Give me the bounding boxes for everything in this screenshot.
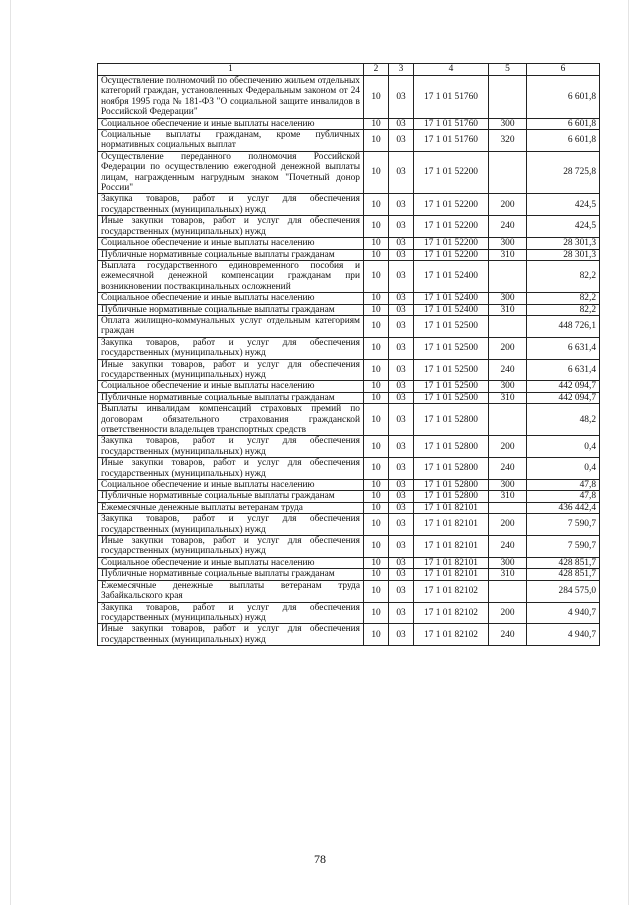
table-row: [98, 569, 600, 580]
row-amount: 4 940,7: [527, 602, 600, 624]
row-amount: 47,8: [527, 491, 600, 502]
row-target-code: 17 1 01 52200: [414, 151, 489, 194]
row-name: Закупка товаров, работ и услуг для обеспечения государственных (муниципальных) нужд: [98, 337, 364, 359]
table-row: [98, 194, 600, 216]
row-section: 10: [364, 249, 389, 260]
row-section: 10: [364, 118, 389, 129]
row-subsection: 03: [389, 602, 414, 624]
header-col-1: 1: [98, 64, 364, 76]
row-subsection: 03: [389, 118, 414, 129]
row-name: Публичные нормативные социальные выплаты гражданам: [98, 392, 364, 403]
row-amount: 6 601,8: [527, 76, 600, 119]
table-header-row: [98, 64, 600, 76]
row-subsection: 03: [389, 76, 414, 119]
row-expense-type: 310: [489, 249, 527, 260]
row-section: 10: [364, 76, 389, 119]
row-amount: 4 940,7: [527, 624, 600, 646]
header-col-5: 5: [489, 64, 527, 76]
row-section: 10: [364, 216, 389, 238]
row-target-code: 17 1 01 52400: [414, 304, 489, 315]
row-target-code: 17 1 01 52500: [414, 359, 489, 381]
row-expense-type: 300: [489, 381, 527, 392]
row-expense-type: 320: [489, 130, 527, 152]
row-section: 10: [364, 436, 389, 458]
row-amount: 442 094,7: [527, 381, 600, 392]
row-subsection: 03: [389, 392, 414, 403]
row-target-code: 17 1 01 51760: [414, 76, 489, 119]
table-row: [98, 249, 600, 260]
table-row: [98, 458, 600, 480]
row-subsection: 03: [389, 151, 414, 194]
row-target-code: 17 1 01 52800: [414, 480, 489, 491]
row-section: 10: [364, 238, 389, 249]
row-subsection: 03: [389, 293, 414, 304]
row-amount: 28 301,3: [527, 249, 600, 260]
header-col-2: 2: [364, 64, 389, 76]
row-subsection: 03: [389, 502, 414, 513]
row-subsection: 03: [389, 624, 414, 646]
row-amount: 7 590,7: [527, 514, 600, 536]
header-col-4: 4: [414, 64, 489, 76]
row-subsection: 03: [389, 580, 414, 602]
row-name: Социальное обеспечение и иные выплаты населению: [98, 381, 364, 392]
row-target-code: 17 1 01 52800: [414, 491, 489, 502]
table-row: [98, 293, 600, 304]
row-name: Социальное обеспечение и иные выплаты населению: [98, 480, 364, 491]
row-target-code: 17 1 01 51760: [414, 118, 489, 129]
row-section: 10: [364, 315, 389, 337]
row-target-code: 17 1 01 82101: [414, 536, 489, 558]
right-page-edge: [628, 0, 629, 905]
table-row: [98, 580, 600, 602]
row-name: Выплаты инвалидам компенсаций страховых премий по договорам обязательного страхования гражданской ответственности владельцев транспортных средств: [98, 404, 364, 436]
row-subsection: 03: [389, 480, 414, 491]
row-section: 10: [364, 404, 389, 436]
row-subsection: 03: [389, 315, 414, 337]
row-subsection: 03: [389, 491, 414, 502]
row-expense-type: [489, 404, 527, 436]
row-name: Выплата государственного единовременного пособия и ежемесячной денежной компенсации гражданам при возникновении поствакцинальных осложнений: [98, 260, 364, 292]
row-name: Социальное обеспечение и иные выплаты населению: [98, 238, 364, 249]
row-section: 10: [364, 337, 389, 359]
row-expense-type: 240: [489, 536, 527, 558]
row-target-code: 17 1 01 82101: [414, 514, 489, 536]
row-name: Осуществление переданного полномочия Российской Федерации по осуществлению ежегодной денежной выплаты лицам, награжденным нагрудным знаком "Почетный донор России": [98, 151, 364, 194]
row-subsection: 03: [389, 260, 414, 292]
row-expense-type: [489, 315, 527, 337]
left-page-edge: [10, 0, 11, 905]
row-subsection: 03: [389, 569, 414, 580]
row-target-code: 17 1 01 52400: [414, 293, 489, 304]
row-section: 10: [364, 458, 389, 480]
table-row: [98, 337, 600, 359]
row-amount: 6 601,8: [527, 118, 600, 129]
row-name: Иные закупки товаров, работ и услуг для обеспечения государственных (муниципальных) нужд: [98, 536, 364, 558]
row-section: 10: [364, 514, 389, 536]
row-subsection: 03: [389, 238, 414, 249]
row-name: Социальное обеспечение и иные выплаты населению: [98, 557, 364, 568]
row-name: Иные закупки товаров, работ и услуг для обеспечения государственных (муниципальных) нужд: [98, 458, 364, 480]
row-subsection: 03: [389, 216, 414, 238]
row-expense-type: 310: [489, 569, 527, 580]
row-expense-type: [489, 502, 527, 513]
row-subsection: 03: [389, 536, 414, 558]
row-amount: 6 601,8: [527, 130, 600, 152]
row-expense-type: 200: [489, 602, 527, 624]
row-amount: 284 575,0: [527, 580, 600, 602]
row-name: Иные закупки товаров, работ и услуг для обеспечения государственных (муниципальных) нужд: [98, 359, 364, 381]
row-name: Закупка товаров, работ и услуг для обеспечения государственных (муниципальных) нужд: [98, 436, 364, 458]
row-section: 10: [364, 260, 389, 292]
row-section: 10: [364, 536, 389, 558]
row-amount: 82,2: [527, 304, 600, 315]
row-name: Публичные нормативные социальные выплаты гражданам: [98, 491, 364, 502]
table-row: [98, 392, 600, 403]
row-name: Социальное обеспечение и иные выплаты населению: [98, 293, 364, 304]
row-section: 10: [364, 392, 389, 403]
row-subsection: 03: [389, 337, 414, 359]
row-amount: 47,8: [527, 480, 600, 491]
row-target-code: 17 1 01 52200: [414, 216, 489, 238]
row-expense-type: 200: [489, 194, 527, 216]
row-expense-type: [489, 580, 527, 602]
budget-table-body: [98, 64, 600, 646]
row-name: Социальное обеспечение и иные выплаты населению: [98, 118, 364, 129]
table-row: [98, 315, 600, 337]
row-section: 10: [364, 304, 389, 315]
row-expense-type: [489, 76, 527, 119]
row-target-code: 17 1 01 82102: [414, 602, 489, 624]
row-amount: 6 631,4: [527, 359, 600, 381]
row-amount: 442 094,7: [527, 392, 600, 403]
row-subsection: 03: [389, 381, 414, 392]
table-row: [98, 76, 600, 119]
row-amount: 6 631,4: [527, 337, 600, 359]
row-expense-type: 310: [489, 304, 527, 315]
row-subsection: 03: [389, 458, 414, 480]
row-expense-type: 200: [489, 436, 527, 458]
row-expense-type: 310: [489, 392, 527, 403]
row-subsection: 03: [389, 130, 414, 152]
row-subsection: 03: [389, 514, 414, 536]
header-col-6: 6: [527, 64, 600, 76]
row-target-code: 17 1 01 82101: [414, 569, 489, 580]
table-row: [98, 514, 600, 536]
row-name: Ежемесячные денежные выплаты ветеранам труда Забайкальского края: [98, 580, 364, 602]
row-section: 10: [364, 569, 389, 580]
row-section: 10: [364, 502, 389, 513]
row-name: Закупка товаров, работ и услуг для обеспечения государственных (муниципальных) нужд: [98, 514, 364, 536]
row-name: Иные закупки товаров, работ и услуг для обеспечения государственных (муниципальных) нужд: [98, 216, 364, 238]
row-target-code: 17 1 01 52200: [414, 194, 489, 216]
table-row: [98, 536, 600, 558]
row-subsection: 03: [389, 436, 414, 458]
row-expense-type: 300: [489, 480, 527, 491]
table-row: [98, 130, 600, 152]
row-target-code: 17 1 01 82102: [414, 580, 489, 602]
row-target-code: 17 1 01 52800: [414, 458, 489, 480]
table-row: [98, 404, 600, 436]
row-subsection: 03: [389, 304, 414, 315]
row-section: 10: [364, 624, 389, 646]
table-row: [98, 381, 600, 392]
row-expense-type: 200: [489, 514, 527, 536]
row-expense-type: 300: [489, 557, 527, 568]
row-subsection: 03: [389, 404, 414, 436]
row-target-code: 17 1 01 52800: [414, 404, 489, 436]
row-name: Публичные нормативные социальные выплаты гражданам: [98, 304, 364, 315]
table-row: [98, 260, 600, 292]
row-amount: 424,5: [527, 194, 600, 216]
row-name: Осуществление полномочий по обеспечению жильем отдельных категорий граждан, установленных Федеральным законом от 24 ноября 1995 года № 181-ФЗ "О социальной защите инвалидов в Российской Федерации": [98, 76, 364, 119]
row-amount: 428 851,7: [527, 557, 600, 568]
table-row: [98, 304, 600, 315]
row-amount: 428 851,7: [527, 569, 600, 580]
row-expense-type: [489, 151, 527, 194]
row-target-code: 17 1 01 52200: [414, 238, 489, 249]
table-row: [98, 624, 600, 646]
row-subsection: 03: [389, 359, 414, 381]
row-section: 10: [364, 130, 389, 152]
row-section: 10: [364, 602, 389, 624]
row-subsection: 03: [389, 557, 414, 568]
header-col-3: 3: [389, 64, 414, 76]
table-row: [98, 557, 600, 568]
document-page: [97, 63, 600, 646]
row-amount: 0,4: [527, 436, 600, 458]
row-target-code: 17 1 01 52400: [414, 260, 489, 292]
table-row: [98, 118, 600, 129]
row-expense-type: 240: [489, 624, 527, 646]
row-target-code: 17 1 01 52500: [414, 337, 489, 359]
row-target-code: 17 1 01 52500: [414, 315, 489, 337]
row-amount: 0,4: [527, 458, 600, 480]
row-expense-type: 300: [489, 238, 527, 249]
row-expense-type: 240: [489, 458, 527, 480]
row-section: 10: [364, 381, 389, 392]
row-section: 10: [364, 491, 389, 502]
table-row: [98, 359, 600, 381]
row-section: 10: [364, 151, 389, 194]
row-section: 10: [364, 194, 389, 216]
row-name: Закупка товаров, работ и услуг для обеспечения государственных (муниципальных) нужд: [98, 602, 364, 624]
row-amount: 436 442,4: [527, 502, 600, 513]
row-name: Публичные нормативные социальные выплаты гражданам: [98, 569, 364, 580]
table-row: [98, 151, 600, 194]
row-amount: 28 301,3: [527, 238, 600, 249]
page-number: 78: [314, 852, 326, 866]
table-row: [98, 491, 600, 502]
row-expense-type: 240: [489, 216, 527, 238]
table-row: [98, 238, 600, 249]
row-name: Иные закупки товаров, работ и услуг для обеспечения государственных (муниципальных) нужд: [98, 624, 364, 646]
row-expense-type: 240: [489, 359, 527, 381]
row-section: 10: [364, 293, 389, 304]
row-section: 10: [364, 359, 389, 381]
row-target-code: 17 1 01 51760: [414, 130, 489, 152]
row-target-code: 17 1 01 52500: [414, 392, 489, 403]
row-subsection: 03: [389, 249, 414, 260]
row-name: Социальные выплаты гражданам, кроме публичных нормативных социальных выплат: [98, 130, 364, 152]
row-name: Ежемесячные денежные выплаты ветеранам труда: [98, 502, 364, 513]
table-row: [98, 480, 600, 491]
row-amount: 48,2: [527, 404, 600, 436]
row-target-code: 17 1 01 52500: [414, 381, 489, 392]
table-row: [98, 502, 600, 513]
row-section: 10: [364, 480, 389, 491]
row-name: Закупка товаров, работ и услуг для обеспечения государственных (муниципальных) нужд: [98, 194, 364, 216]
table-row: [98, 436, 600, 458]
table-row: [98, 216, 600, 238]
row-amount: 82,2: [527, 260, 600, 292]
row-amount: 7 590,7: [527, 536, 600, 558]
row-amount: 82,2: [527, 293, 600, 304]
row-name: Оплата жилищно-коммунальных услуг отдельным категориям граждан: [98, 315, 364, 337]
row-expense-type: 200: [489, 337, 527, 359]
row-amount: 424,5: [527, 216, 600, 238]
row-subsection: 03: [389, 194, 414, 216]
table-row: [98, 602, 600, 624]
budget-table: [97, 63, 600, 646]
row-target-code: 17 1 01 82101: [414, 557, 489, 568]
row-target-code: 17 1 01 52800: [414, 436, 489, 458]
row-expense-type: 300: [489, 293, 527, 304]
row-name: Публичные нормативные социальные выплаты гражданам: [98, 249, 364, 260]
row-expense-type: 310: [489, 491, 527, 502]
row-amount: 448 726,1: [527, 315, 600, 337]
row-expense-type: [489, 260, 527, 292]
row-section: 10: [364, 580, 389, 602]
row-expense-type: 300: [489, 118, 527, 129]
row-amount: 28 725,8: [527, 151, 600, 194]
row-target-code: 17 1 01 82101: [414, 502, 489, 513]
row-target-code: 17 1 01 82102: [414, 624, 489, 646]
row-section: 10: [364, 557, 389, 568]
row-target-code: 17 1 01 52200: [414, 249, 489, 260]
